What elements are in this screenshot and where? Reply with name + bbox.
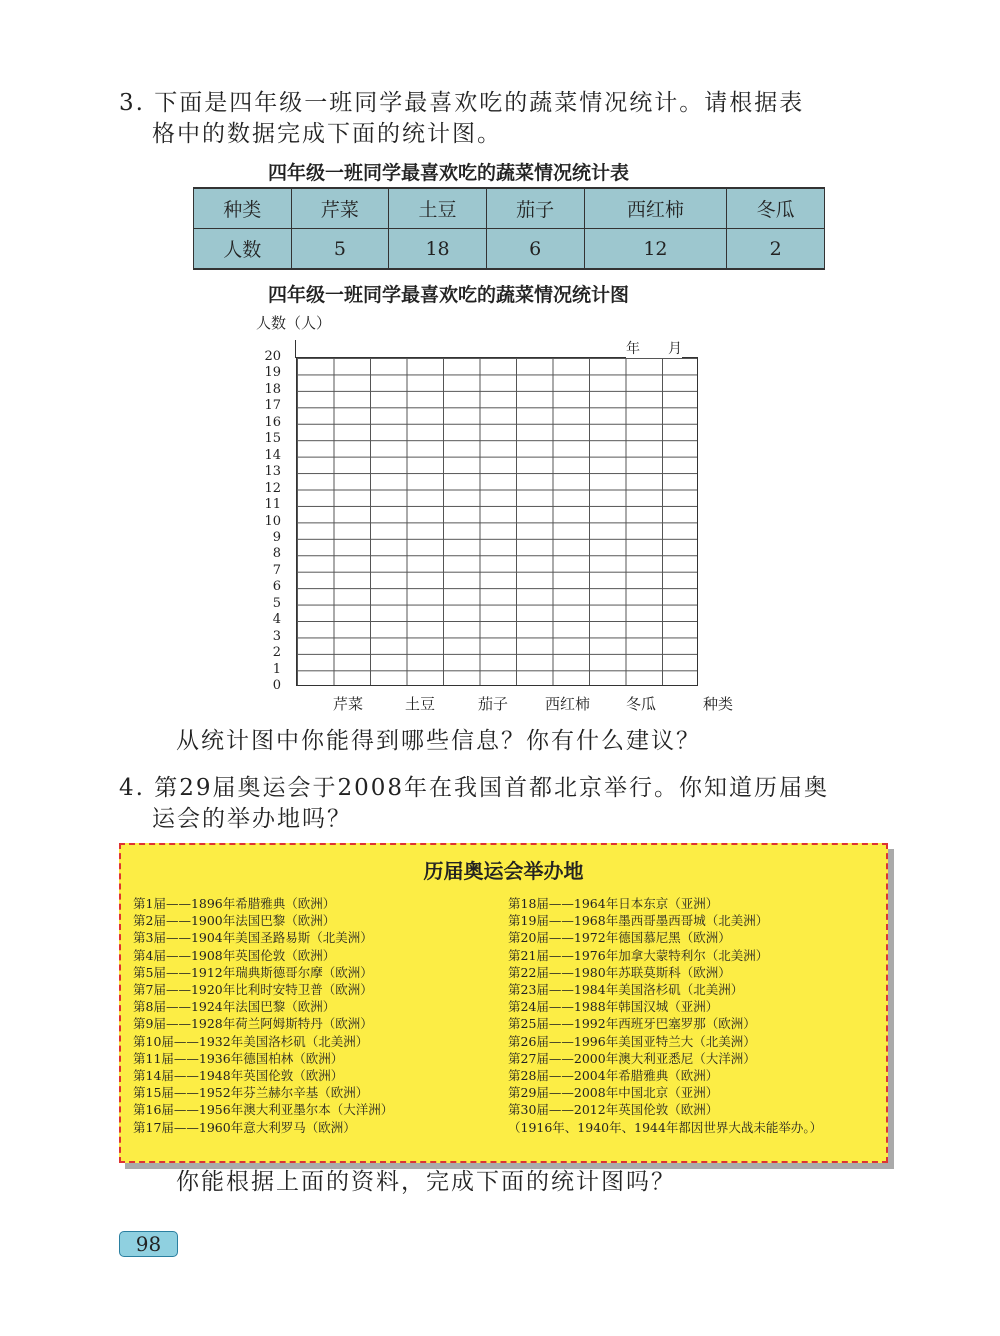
y-tick-label: 13 [264, 464, 281, 480]
box-title: 历届奥运会举办地 [423, 859, 584, 883]
olympics-entry: 第24届——1988年韩国汉城（亚洲） [508, 999, 719, 1015]
y-tick-label: 7 [272, 562, 281, 578]
x-category-label: 芹菜 [333, 695, 364, 713]
olympics-entry: 第26届——1996年美国亚特兰大（北美洲） [508, 1033, 756, 1049]
olympics-entry: 第27届——2000年澳大利亚悉尼（大洋洲） [508, 1050, 756, 1066]
olympics-entry: 第21届——1976年加拿大蒙特利尔（北美洲） [508, 947, 769, 963]
blank-chart-grid[interactable] [296, 357, 698, 686]
y-tick-label: 14 [264, 447, 281, 463]
olympics-entry: 第18届——1964年日本东京（亚洲） [508, 896, 719, 911]
value-cell: 5 [291, 229, 389, 270]
value-cell: 6 [486, 229, 584, 270]
olympics-entry: 第19届——1968年墨西哥墨西哥城（北美洲） [508, 913, 769, 929]
y-tick-label: 2 [272, 645, 281, 661]
y-tick-label: 10 [264, 513, 281, 529]
y-tick-label: 1 [272, 661, 281, 677]
header-cell: 芹菜 [291, 188, 389, 229]
y-tick-label: 6 [272, 579, 281, 595]
olympics-entry: 第23届——1984年美国洛杉矶（北美洲） [508, 982, 744, 998]
q3-question: 从统计图中你能得到哪些信息？你有什么建议？ [176, 728, 701, 754]
page-number: 98 [119, 1231, 178, 1257]
olympics-entry: 第7届——1920年比利时安特卫普（欧洲） [133, 982, 373, 998]
olympics-entry: 第5届——1912年瑞典斯德哥尔摩（欧洲） [133, 964, 373, 980]
q4-line1: 4. 第29届奥运会于2008年在我国首都北京举行。你知道历届奥 [119, 775, 830, 801]
y-tick-label: 15 [264, 431, 281, 447]
y-tick-label: 19 [264, 365, 281, 381]
y-tick-label: 3 [272, 628, 281, 644]
value-cell: 12 [584, 229, 727, 270]
x-category-label: 土豆 [405, 695, 436, 713]
olympics-entry: 第17届——1960年意大利罗马（欧洲） [133, 1119, 356, 1135]
olympics-entry: 第3届——1904年美国圣路易斯（北美洲） [133, 930, 373, 946]
y-axis-line [295, 340, 296, 358]
y-tick-label: 16 [264, 414, 281, 430]
y-tick-label: 9 [272, 529, 281, 545]
vegetable-table [193, 187, 825, 270]
olympics-entry: 第9届——1928年荷兰阿姆斯特丹（欧洲） [133, 1016, 373, 1032]
right-column [508, 895, 822, 1136]
olympics-entry: 第10届——1932年美国洛杉矶（北美洲） [133, 1033, 369, 1049]
value-cell: 人数 [194, 229, 292, 270]
olympics-entry: 第25届——1992年西班牙巴塞罗那（欧洲） [508, 1016, 756, 1032]
x-category-label: 茄子 [478, 695, 509, 713]
olympics-entry: 第29届——2008年中国北京（亚洲） [508, 1085, 719, 1101]
date-label: 年 月 [626, 338, 682, 358]
header-cell: 西红柿 [584, 188, 727, 229]
q4-question: 你能根据上面的资料，完成下面的统计图吗？ [176, 1169, 676, 1195]
olympics-entry: 第8届——1924年法国巴黎（欧洲） [133, 999, 336, 1015]
olympics-entry: （1916年、1940年、1944年都因世界大战未能举办。） [508, 1119, 823, 1135]
olympics-entry: 第15届——1952年芬兰赫尔辛基（欧洲） [133, 1085, 369, 1101]
olympics-entry: 第14届——1948年英国伦敦（欧洲） [133, 1068, 344, 1084]
olympics-entry: 第16届——1956年澳大利亚墨尔本（大洋洲） [133, 1102, 394, 1118]
olympics-entry: 第1届——1896年希腊雅典（欧洲） [133, 896, 336, 911]
olympics-entry: 第30届——2012年英国伦敦（欧洲） [508, 1102, 719, 1118]
y-tick-label: 20 [264, 349, 281, 364]
olympics-entry: 第22届——1980年苏联莫斯科（欧洲） [508, 964, 731, 980]
table-title: 四年级一班同学最喜欢吃的蔬菜情况统计表 [268, 162, 630, 184]
x-category-label: 西红柿 [545, 695, 591, 713]
y-axis-label: 人数（人） [256, 314, 332, 332]
olympics-entry: 第28届——2004年希腊雅典（欧洲） [508, 1068, 719, 1084]
y-tick-label: 0 [272, 678, 281, 693]
left-column [133, 895, 393, 1136]
x-axis-label: 种类 [703, 695, 734, 713]
y-tick-label: 12 [264, 480, 281, 496]
y-tick-label: 4 [272, 612, 281, 628]
y-tick-label: 11 [264, 497, 281, 513]
olympics-entry: 第11届——1936年德国柏林（欧洲） [133, 1050, 344, 1066]
header-cell: 种类 [194, 188, 292, 229]
y-tick-label: 17 [264, 398, 281, 414]
value-cell: 2 [727, 229, 825, 270]
value-cell: 18 [389, 229, 487, 270]
olympics-entry: 第4届——1908年英国伦敦（欧洲） [133, 947, 336, 963]
x-category-label: 冬瓜 [626, 695, 657, 713]
y-tick-label: 5 [272, 595, 281, 611]
y-tick-label: 18 [264, 381, 281, 397]
chart-title: 四年级一班同学最喜欢吃的蔬菜情况统计图 [268, 284, 630, 306]
q3-line2: 格中的数据完成下面的统计图。 [152, 121, 502, 147]
olympics-entry: 第20届——1972年德国慕尼黑（欧洲） [508, 930, 731, 946]
header-cell: 冬瓜 [727, 188, 825, 229]
q4-line2: 运会的举办地吗？ [152, 806, 352, 832]
header-cell: 茄子 [486, 188, 584, 229]
olympics-info-box [119, 843, 888, 1163]
header-cell: 土豆 [389, 188, 487, 229]
q3-line1: 3. 下面是四年级一班同学最喜欢吃的蔬菜情况统计。请根据表 [119, 90, 805, 116]
olympics-entry: 第2届——1900年法国巴黎（欧洲） [133, 913, 336, 929]
y-tick-label: 8 [272, 546, 281, 562]
